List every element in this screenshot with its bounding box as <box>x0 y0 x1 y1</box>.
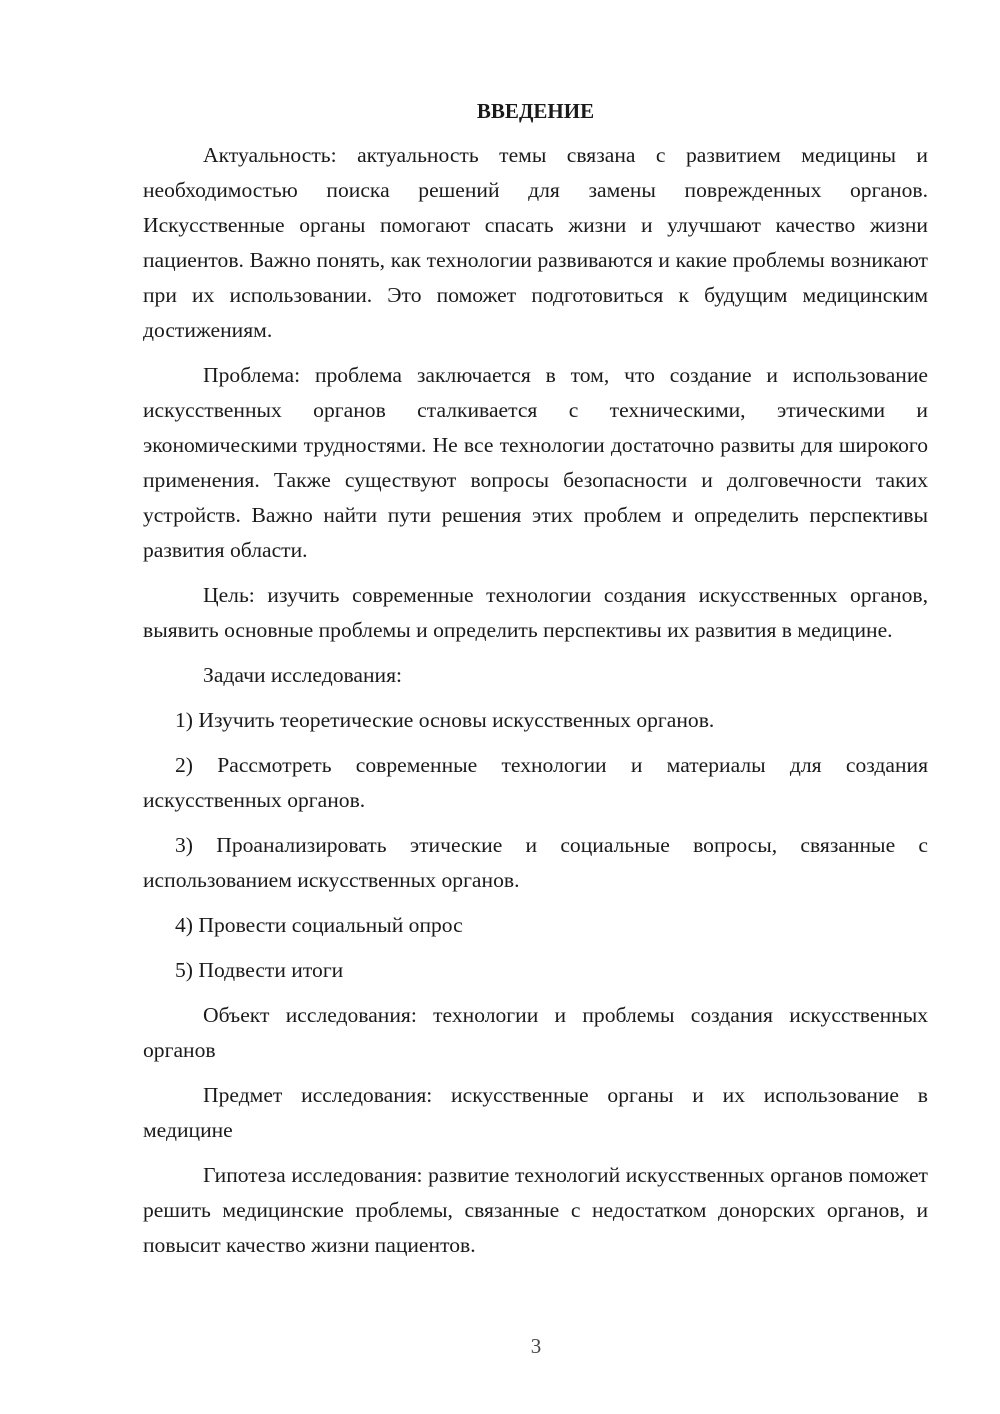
task-item-5: 5) Подвести итоги <box>175 958 344 982</box>
object-paragraph: Объект исследования: технологии и проблемы создания искусственных органов <box>143 1003 928 1062</box>
tasks-heading: Задачи исследования: <box>203 663 403 687</box>
hypothesis-paragraph: Гипотеза исследования: развитие технологий искусственных органов поможет решить медицинские проблемы, связанные с недостатком донорских органов, и повысит качество жизни пациентов. <box>143 1163 928 1257</box>
task-item-3: 3) Проанализировать этические и социальные вопросы, связанные с использованием искусственных органов. <box>143 833 928 892</box>
relevance-paragraph: Актуальность: актуальность темы связана с развитием медицины и необходимостью поиска решений для замены поврежденных органов. Искусственные органы помогают спасать жизни и улучшают качество жизни пациентов. Важно понять, как технологии развиваются и какие проблемы возникают при их использовании. Это поможет подготовиться к будущим медицинским достижениям. <box>143 143 928 342</box>
page-number: 3 <box>530 1334 542 1358</box>
subject-paragraph: Предмет исследования: искусственные органы и их использование в медицине <box>143 1083 928 1142</box>
task-item-2: 2) Рассмотреть современные технологии и материалы для создания искусственных органов. <box>143 753 928 812</box>
page-content <box>143 96 928 1273</box>
problem-paragraph: Проблема: проблема заключается в том, что создание и использование искусственных органов сталкивается с техническими, этическими и экономическими трудностями. Не все технологии достаточно развиты для широкого применения. Также существуют вопросы безопасности и долговечности таких устройств. Важно найти пути решения этих проблем и определить перспективы развития области. <box>143 363 928 562</box>
task-item-1: 1) Изучить теоретические основы искусственных органов. <box>175 708 715 732</box>
goal-paragraph: Цель: изучить современные технологии создания искусственных органов, выявить основные проблемы и определить перспективы их развития в медицине. <box>143 583 928 642</box>
task-item-4: 4) Провести социальный опрос <box>175 913 463 937</box>
section-title: ВВЕДЕНИЕ <box>476 99 595 123</box>
